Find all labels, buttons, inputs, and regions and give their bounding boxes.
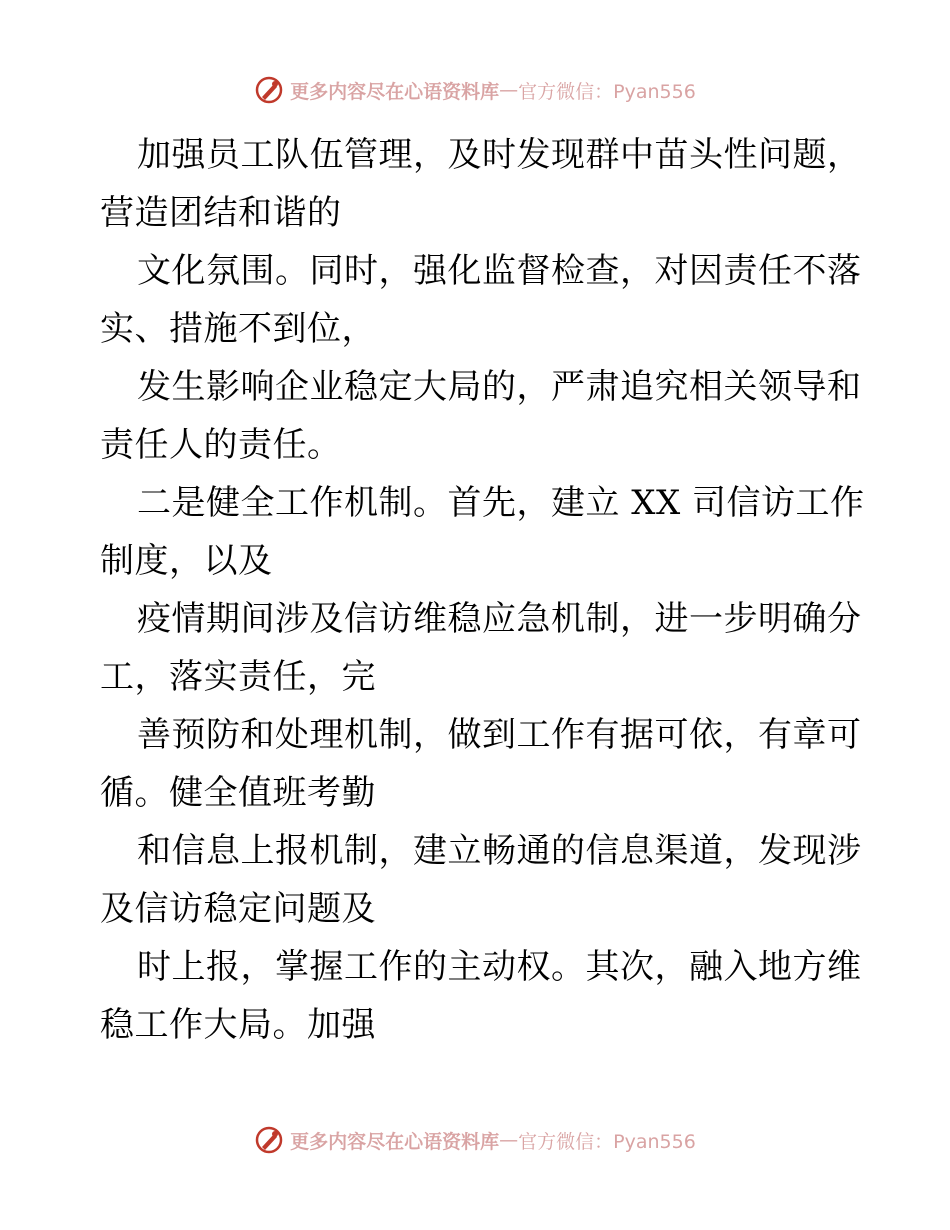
body-line: 责任人的责任。	[100, 425, 342, 465]
body-line: 实、措施不到位，	[100, 309, 376, 349]
body-line: 制度，以及	[100, 541, 273, 581]
body-line: 稳工作大局。加强	[100, 1005, 376, 1045]
header-banner-separator: —	[499, 79, 519, 101]
footer-banner-separator: —	[499, 1129, 519, 1151]
body-line: 及信访稳定问题及	[100, 889, 376, 929]
header-banner-text: 更多内容尽在心语资料库	[290, 80, 500, 103]
body-line: 工，落实责任，完	[100, 657, 376, 697]
footer-banner-text: 更多内容尽在心语资料库	[290, 1130, 500, 1153]
header-banner	[0, 70, 950, 110]
body-line: 加强员工队伍管理，及时发现群中苗头性问题，	[137, 135, 862, 175]
body-line: 时上报，掌握工作的主动权。其次，融入地方维	[137, 947, 862, 987]
pen-logo-icon	[254, 75, 284, 105]
footer-banner-wechat: 官方微信：Pyan556	[518, 1130, 696, 1153]
document-body	[100, 126, 865, 1054]
body-line: 二是健全工作机制。首先，建立 XX 司信访工作	[137, 483, 865, 523]
header-banner-wechat: 官方微信：Pyan556	[518, 80, 696, 103]
body-line: 文化氛围。同时，强化监督检查，对因责任不落	[137, 251, 862, 291]
body-line: 善预防和处理机制，做到工作有据可依，有章可	[137, 715, 862, 755]
body-line: 疫情期间涉及信访维稳应急机制，进一步明确分	[137, 599, 862, 639]
footer-banner	[0, 1120, 950, 1160]
body-line: 和信息上报机制，建立畅通的信息渠道，发现涉	[137, 831, 862, 871]
body-line: 营造团结和谐的	[100, 193, 342, 233]
body-line: 发生影响企业稳定大局的，严肃追究相关领导和	[137, 367, 862, 407]
body-line: 循。健全值班考勤	[100, 773, 376, 813]
pen-logo-icon	[254, 1125, 284, 1155]
